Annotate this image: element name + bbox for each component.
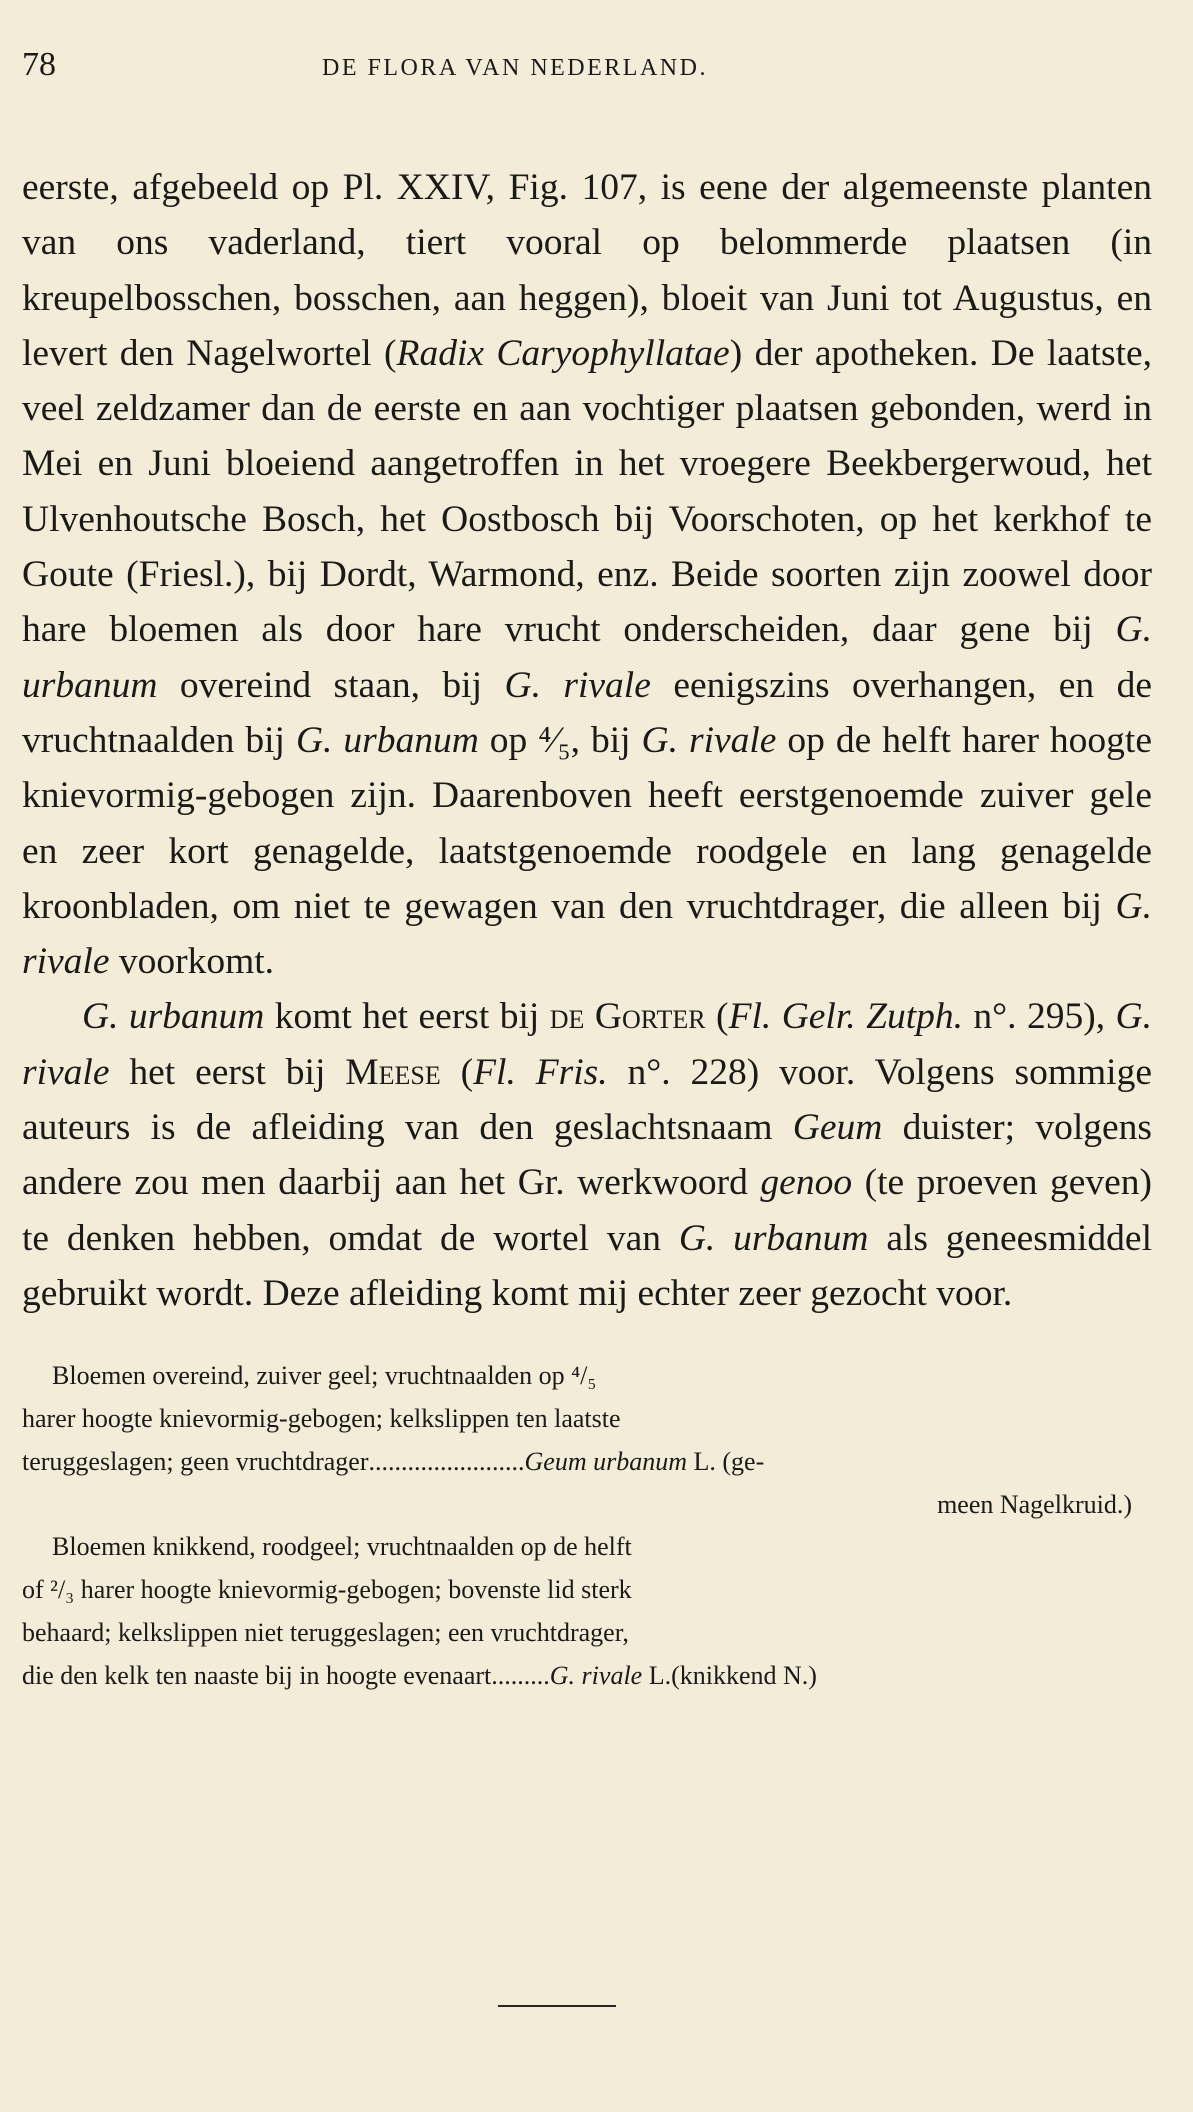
text-run: eerste, afgebeeld op Pl. XXIV, Fig. 107, is eene der algemeenste planten van ons vaderland, tiert vooral op belommerde plaatsen (in kreupelbosschen, bosschen, aan heggen), bloeit van Juni tot Augustus, en levert den Nagelwortel (: [22, 167, 1152, 374]
italic-term: G. urbanum: [22, 609, 1152, 706]
text-run: komt het eerst bij: [264, 996, 550, 1038]
species-author: L. (ge-: [687, 1446, 765, 1476]
author-name: de Gorter: [549, 996, 706, 1038]
page-number: 78: [22, 46, 56, 83]
main-text: [22, 160, 1152, 1321]
book-page: [22, 46, 1152, 1698]
paragraph-geum-history: [22, 989, 1152, 1321]
key-line: meen Nagelkruid.): [937, 1489, 1132, 1519]
section-rule: [498, 2005, 616, 2007]
page-header: [22, 46, 1152, 104]
paragraph-geum-description: [22, 160, 1152, 989]
text-run: duister; volgens andere zou men daarbij aan het Gr. werkwoord: [22, 1107, 1153, 1204]
text-run: n°. 295),: [963, 996, 1116, 1038]
text-run: op ⁴⁄₅, bij: [478, 719, 642, 761]
key-text: die den kelk ten naaste bij in hoogte evenaart: [22, 1660, 492, 1690]
italic-term: Geum: [792, 1107, 883, 1149]
key-line: Bloemen overeind, zuiver geel; vruchtnaalden op ⁴/₅: [52, 1361, 597, 1391]
italic-term: Fl. Gelr. Zutph.: [728, 996, 963, 1038]
italic-term: G. rivale: [22, 996, 1153, 1093]
italic-term: genoo: [760, 1162, 853, 1204]
text-run: overeind staan, bij: [157, 664, 505, 706]
key-line: harer hoogte knievormig-gebogen; kelkslippen ten laatste: [22, 1404, 621, 1434]
running-title: DE FLORA VAN NEDERLAND.: [322, 55, 708, 81]
italic-term: Radix Caryophyllatae: [396, 332, 730, 374]
author-name: Meese: [345, 1051, 441, 1093]
text-run: (: [440, 1051, 474, 1093]
italic-term: G. urbanum: [82, 996, 265, 1038]
species-name: Geum urbanum: [524, 1446, 688, 1476]
species-author: L.(knikkend N.): [642, 1660, 817, 1690]
italic-term: G. rivale: [641, 719, 777, 761]
text-run: (te proeven geven) te denken hebben, omdat de wortel van: [22, 1162, 1152, 1259]
text-run: eenigszins overhangen, en de vruchtnaalden bij: [22, 664, 1152, 761]
dot-leader: ........................: [368, 1446, 525, 1476]
italic-term: G. urbanum: [295, 719, 479, 761]
text-run: n°. 228) voor. Volgens sommige auteurs is de afleiding van den geslachtsnaam: [22, 1051, 1152, 1149]
italic-term: G. rivale: [22, 885, 1152, 983]
italic-term: G. rivale: [504, 664, 651, 706]
italic-term: G. urbanum: [678, 1217, 869, 1259]
species-name: G. rivale: [549, 1660, 643, 1690]
text-run: voorkomt.: [109, 941, 275, 983]
italic-term: Fl. Fris.: [473, 1051, 608, 1093]
key-line: [22, 1441, 1152, 1484]
dot-leader: .........: [491, 1660, 550, 1690]
key-line: [22, 1655, 1152, 1698]
text-run: als geneesmiddel gebruikt wordt. Deze afleiding komt mij echter zeer gezocht voor.: [22, 1217, 1152, 1314]
identification-key: [22, 1355, 1152, 1697]
key-line: of ²/₃ harer hoogte knievormig-gebogen; bovenste lid sterk: [22, 1575, 632, 1605]
key-entry-geum-rivale: [22, 1526, 1152, 1697]
text-run: het eerst bij: [109, 1051, 346, 1093]
text-run: ) der apotheken. De laatste, veel zeldzamer dan de eerste en aan vochtiger plaatsen gebonden, werd in Mei en Juni bloeiend aangetroffen in het vroegere Beekbergerwoud, het Ulvenhoutsche Bosch, het Oostbosch bij Voorschoten, op het kerkhof te Goute (Friesl.), bij Dordt, Warmond, enz. Beide soorten zijn zoowel door hare bloemen als door hare vrucht onderscheiden, daar gene bij: [22, 332, 1153, 651]
key-line: behaard; kelkslippen niet teruggeslagen; een vruchtdrager,: [22, 1618, 629, 1648]
key-line: Bloemen knikkend, roodgeel; vruchtnaalden op de helft: [52, 1532, 632, 1562]
key-text: teruggeslagen; geen vruchtdrager: [22, 1446, 369, 1476]
text-run: op de helft harer hoogte knievormig-gebogen zijn. Daarenboven heeft eerstgenoemde zuiver gele en zeer kort genagelde, laatstgenoemde roodgele en lang genagelde kroonbladen, om niet te gewagen van den vruchtdrager, die alleen bij: [22, 719, 1152, 927]
text-run: (: [705, 996, 729, 1038]
key-entry-geum-urbanum: [22, 1355, 1152, 1526]
